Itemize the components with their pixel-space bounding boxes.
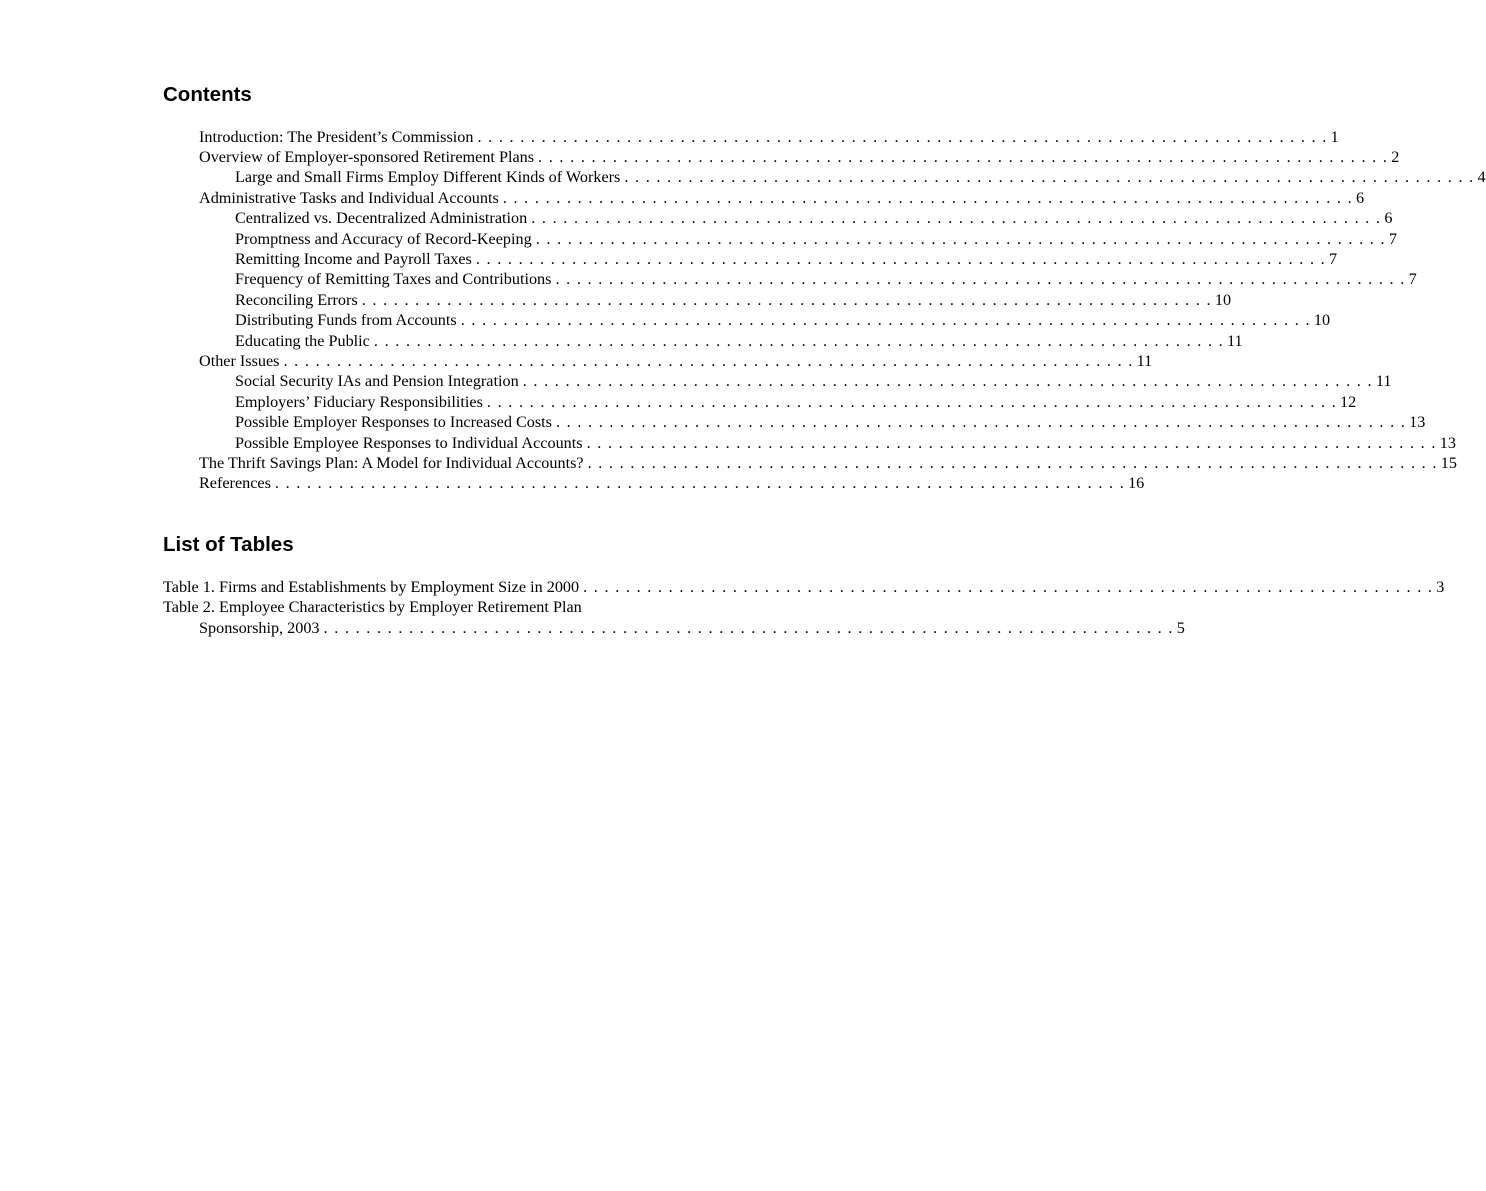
- toc-entry-title: Large and Small Firms Employ Different Kinds of Workers: [235, 168, 621, 187]
- toc-entry-page: 7: [1408, 270, 1417, 289]
- dot-leader: . . . . . . . . . . . . . . . . . . . . . . . . . . . . . . . . . . . . . . . . . . . . . . . . . . . . . . . . . . . . . . . . . . . . . . . . . . . . . . . .: [486, 392, 1338, 411]
- toc-entry-title: References: [199, 474, 271, 493]
- toc-entry-title: Introduction: The President’s Commission: [199, 127, 474, 146]
- toc-entry-title: Remitting Income and Payroll Taxes: [235, 249, 472, 268]
- table-entry-page: 3: [1436, 578, 1445, 596]
- toc-entry[interactable]: [235, 331, 1243, 351]
- toc-entry-page: 4: [1477, 168, 1486, 187]
- toc-entry[interactable]: [235, 290, 1232, 310]
- dot-leader: . . . . . . . . . . . . . . . . . . . . . . . . . . . . . . . . . . . . . . . . . . . . . . . . . . . . . . . . . . . . . . . . . . . . . . . . . . . . . . . .: [274, 474, 1126, 493]
- toc-entry[interactable]: [235, 310, 1331, 330]
- toc-entry-title: Social Security IAs and Pension Integration: [235, 372, 519, 391]
- table-entry-title: Sponsorship, 2003: [199, 618, 320, 637]
- toc-entry-page: 12: [1340, 392, 1357, 411]
- dot-leader: . . . . . . . . . . . . . . . . . . . . . . . . . . . . . . . . . . . . . . . . . . . . . . . . . . . . . . . . . . . . . . . . . . . . . . . . . . . . . . . .: [535, 229, 1386, 248]
- dot-leader: . . . . . . . . . . . . . . . . . . . . . . . . . . . . . . . . . . . . . . . . . . . . . . . . . . . . . . . . . . . . . . . . . . . . . . . . . . . . . . . .: [583, 578, 1434, 596]
- toc-entry-title: The Thrift Savings Plan: A Model for Individual Accounts?: [199, 453, 584, 472]
- toc-entry-page: 13: [1439, 433, 1456, 452]
- toc-entry[interactable]: [235, 412, 1426, 432]
- dot-leader: . . . . . . . . . . . . . . . . . . . . . . . . . . . . . . . . . . . . . . . . . . . . . . . . . . . . . . . . . . . . . . . . . . . . . . . . . . . . . . . .: [361, 290, 1212, 309]
- toc-entry[interactable]: [235, 249, 1338, 269]
- table-entry[interactable]: [199, 618, 1185, 638]
- dot-leader: . . . . . . . . . . . . . . . . . . . . . . . . . . . . . . . . . . . . . . . . . . . . . . . . . . . . . . . . . . . . . . . . . . . . . . . . . . . . . . . .: [283, 351, 1134, 370]
- toc-entry-page: 6: [1384, 209, 1393, 228]
- toc-entry[interactable]: [235, 167, 1486, 187]
- toc-entry-title: Possible Employer Responses to Increased Costs: [235, 413, 552, 432]
- dot-leader: . . . . . . . . . . . . . . . . . . . . . . . . . . . . . . . . . . . . . . . . . . . . . . . . . . . . . . . . . . . . . . . . . . . . . . . . . . . . . . . .: [531, 209, 1382, 228]
- contents-heading: Contents: [163, 83, 252, 106]
- toc-entry[interactable]: [235, 392, 1357, 412]
- toc-entry-page: 1: [1330, 127, 1339, 146]
- toc-entry-page: 10: [1313, 311, 1331, 330]
- toc-entry[interactable]: [199, 473, 1145, 493]
- dot-leader: . . . . . . . . . . . . . . . . . . . . . . . . . . . . . . . . . . . . . . . . . . . . . . . . . . . . . . . . . . . . . . . . . . . . . . . . . . . . . . . .: [586, 433, 1437, 452]
- dot-leader: . . . . . . . . . . . . . . . . . . . . . . . . . . . . . . . . . . . . . . . . . . . . . . . . . . . . . . . . . . . . . . . . . . . . . . . . . . . . . . . .: [587, 453, 1438, 472]
- toc-entry-title: Reconciling Errors: [235, 290, 358, 309]
- dot-leader: . . . . . . . . . . . . . . . . . . . . . . . . . . . . . . . . . . . . . . . . . . . . . . . . . . . . . . . . . . . . . . . . . . . . . . . . . . . . . . . .: [555, 413, 1407, 432]
- toc-entry-title: Educating the Public: [235, 331, 370, 350]
- toc-entry[interactable]: [199, 127, 1339, 147]
- toc-entry-page: 11: [1375, 372, 1392, 391]
- toc-entry-page: 6: [1355, 188, 1365, 207]
- toc-entry-title: Administrative Tasks and Individual Accounts: [199, 188, 499, 207]
- toc-entry-page: 15: [1440, 453, 1457, 472]
- toc-entry[interactable]: [235, 269, 1417, 289]
- toc-entry[interactable]: [199, 453, 1457, 473]
- toc-entry-page: 13: [1409, 413, 1426, 432]
- table-entry-title: Table 1. Firms and Establishments by Employment Size in 2000: [163, 578, 580, 596]
- list-of-tables-heading: List of Tables: [163, 533, 294, 556]
- toc-entry[interactable]: [235, 229, 1397, 249]
- toc-entry-page: 2: [1391, 147, 1400, 166]
- toc-entry[interactable]: [199, 351, 1153, 371]
- toc-entry[interactable]: [235, 433, 1456, 453]
- toc-entry-page: 7: [1388, 229, 1397, 248]
- dot-leader: . . . . . . . . . . . . . . . . . . . . . . . . . . . . . . . . . . . . . . . . . . . . . . . . . . . . . . . . . . . . . . . . . . . . . . . . . . . . . . . .: [502, 188, 1353, 207]
- table-entry[interactable]: [163, 577, 1445, 597]
- dot-leader: . . . . . . . . . . . . . . . . . . . . . . . . . . . . . . . . . . . . . . . . . . . . . . . . . . . . . . . . . . . . . . . . . . . . . . . . . . . . . . . .: [624, 168, 1475, 187]
- toc-entry-page: 16: [1128, 474, 1145, 493]
- toc-entry-title: Employers’ Fiduciary Responsibilities: [235, 392, 483, 411]
- toc-entry-title: Centralized vs. Decentralized Administration: [235, 209, 528, 228]
- toc-entry-page: 11: [1227, 331, 1243, 350]
- table-entry-title-line1[interactable]: Table 2. Employee Characteristics by Employer Retirement Plan: [163, 598, 582, 617]
- toc-entry-title: Other Issues: [199, 351, 280, 370]
- dot-leader: . . . . . . . . . . . . . . . . . . . . . . . . . . . . . . . . . . . . . . . . . . . . . . . . . . . . . . . . . . . . . . . . . . . . . . . . . . . . . . . .: [538, 147, 1389, 166]
- toc-entry[interactable]: [235, 371, 1392, 391]
- table-entry-page: 5: [1176, 618, 1185, 637]
- toc-entry-title: Distributing Funds from Accounts: [235, 311, 457, 330]
- toc-entry-page: 10: [1214, 290, 1232, 309]
- toc-entry[interactable]: [235, 208, 1393, 228]
- toc-entry-title: Frequency of Remitting Taxes and Contributions: [235, 270, 552, 289]
- toc-entry-title: Overview of Employer-sponsored Retirement Plans: [199, 147, 535, 166]
- dot-leader: . . . . . . . . . . . . . . . . . . . . . . . . . . . . . . . . . . . . . . . . . . . . . . . . . . . . . . . . . . . . . . . . . . . . . . . . . . . . . . . .: [373, 331, 1225, 350]
- toc-entry[interactable]: [199, 147, 1400, 167]
- dot-leader: . . . . . . . . . . . . . . . . . . . . . . . . . . . . . . . . . . . . . . . . . . . . . . . . . . . . . . . . . . . . . . . . . . . . . . . . . . . . . . . .: [475, 249, 1326, 268]
- dot-leader: . . . . . . . . . . . . . . . . . . . . . . . . . . . . . . . . . . . . . . . . . . . . . . . . . . . . . . . . . . . . . . . . . . . . . . . . . . . . . . . .: [323, 618, 1174, 637]
- dot-leader: . . . . . . . . . . . . . . . . . . . . . . . . . . . . . . . . . . . . . . . . . . . . . . . . . . . . . . . . . . . . . . . . . . . . . . . . . . . . . . . .: [555, 270, 1406, 289]
- toc-entry-page: 11: [1136, 351, 1153, 370]
- toc-entry-title: Promptness and Accuracy of Record-Keeping: [235, 229, 532, 248]
- toc-entry-page: 7: [1329, 249, 1338, 268]
- toc-entry[interactable]: [199, 188, 1365, 208]
- dot-leader: . . . . . . . . . . . . . . . . . . . . . . . . . . . . . . . . . . . . . . . . . . . . . . . . . . . . . . . . . . . . . . . . . . . . . . . . . . . . . . . .: [477, 127, 1328, 146]
- dot-leader: . . . . . . . . . . . . . . . . . . . . . . . . . . . . . . . . . . . . . . . . . . . . . . . . . . . . . . . . . . . . . . . . . . . . . . . . . . . . . . . .: [460, 311, 1311, 330]
- toc-entry-title: Possible Employee Responses to Individual Accounts: [235, 433, 583, 452]
- dot-leader: . . . . . . . . . . . . . . . . . . . . . . . . . . . . . . . . . . . . . . . . . . . . . . . . . . . . . . . . . . . . . . . . . . . . . . . . . . . . . . . .: [522, 372, 1373, 391]
